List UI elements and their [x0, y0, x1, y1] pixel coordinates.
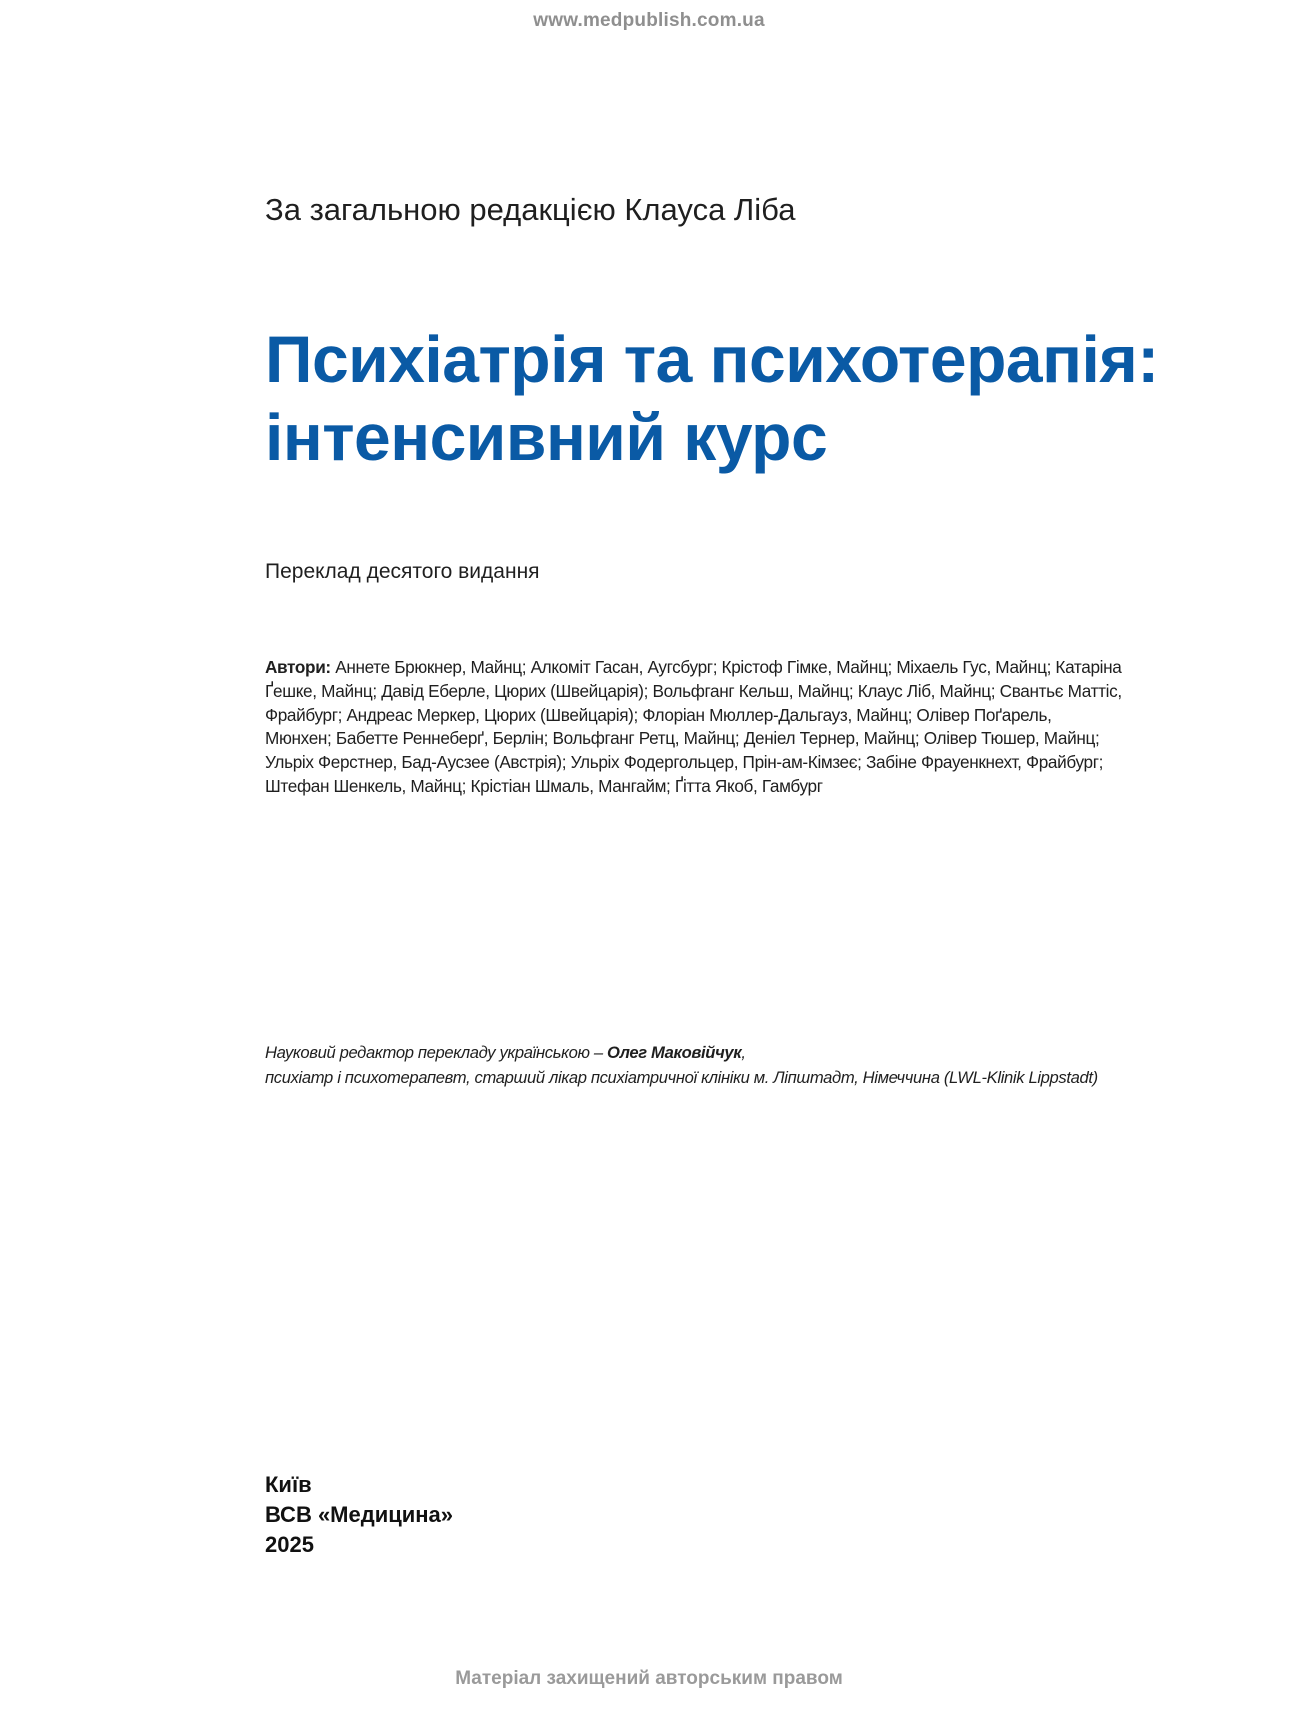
book-title	[265, 320, 1165, 476]
copyright-watermark: Матеріал захищений авторським правом	[455, 1668, 843, 1689]
scientific-editor-name: Олег Маковійчук	[607, 1043, 742, 1062]
book-title-line-2: інтенсивний курс	[265, 400, 828, 474]
imprint-year: 2025	[265, 1532, 314, 1557]
scientific-editor-suffix: ,	[741, 1043, 746, 1062]
authors-line: Ґешке, Майнц; Давід Еберле, Цюрих (Швейцарія); Вольфганг Кельш, Майнц; Клаус Ліб, Майнц; Свантьє Маттіс,	[265, 680, 1122, 701]
imprint-city: Київ	[265, 1472, 312, 1497]
edition-note: Переклад десятого видання	[265, 560, 540, 583]
imprint-block	[265, 1470, 453, 1560]
book-title-line-1: Психіатрія та психотерапія:	[265, 322, 1159, 396]
scientific-editor-prefix: Науковий редактор перекладу українською –	[265, 1043, 608, 1062]
scientific-editor-line-2: психіатр і психотерапевт, старший лікар психіатричної клініки м. Ліпштадт, Німеччина (LWL-Klinik Lippstadt)	[265, 1068, 1098, 1087]
scientific-editor-block	[265, 1040, 1145, 1090]
authors-text: Аннете Брюкнер, Майнц; Алкоміт Гасан, Аугсбург; Крістоф Гімке, Майнц; Міхаель Гус, Майнц; Катаріна	[330, 657, 1122, 677]
scientific-editor-line-1	[265, 1040, 1145, 1065]
authors-line: Фрайбург; Андреас Меркер, Цюрих (Швейцарія); Флоріан Мюллер-Дальгауз, Майнц; Олівер Поґарель,	[265, 704, 1052, 725]
authors-line: Штефан Шенкель, Майнц; Крістіан Шмаль, Мангайм; Ґітта Якоб, Гамбург	[265, 775, 823, 796]
imprint-publisher: ВСВ «Медицина»	[265, 1502, 454, 1527]
authors-block	[265, 656, 1145, 799]
authors-line	[265, 656, 1145, 680]
general-editor-line: За загальною редакцією Клауса Ліба	[265, 192, 796, 227]
authors-label: Автори:	[265, 657, 331, 677]
authors-line: Мюнхен; Бабетте Реннеберґ, Берлін; Вольфганг Ретц, Майнц; Деніел Тернер, Майнц; Олівер Тюшер, Майнц;	[265, 728, 1100, 749]
site-url-watermark: www.medpublish.com.ua	[533, 10, 765, 31]
authors-line: Ульріх Ферстнер, Бад-Аусзее (Австрія); Ульріх Фодергольцер, Прін-ам-Кімзеє; Забіне Фрауенкнехт, Фрайбург;	[265, 752, 1104, 773]
